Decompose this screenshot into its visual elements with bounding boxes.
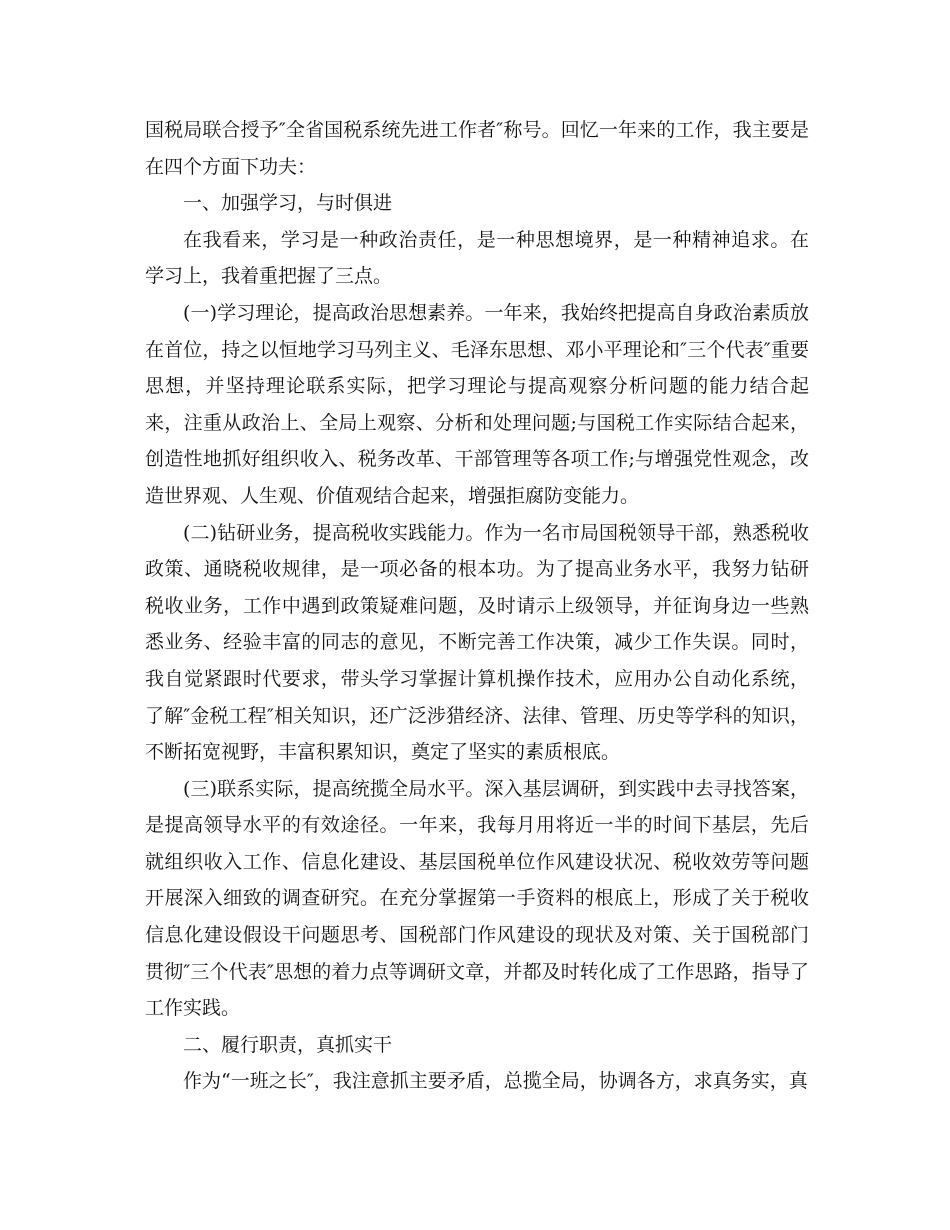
section-heading-2: 二、履行职责，真抓实干 [183, 1033, 393, 1056]
paragraph-section-2: 作为“一班之长″，我注意抓主要矛盾，总揽全局，协调各方，求真务实，真 [183, 1070, 808, 1093]
paragraph-point-1: (一)学习理论，提高政治思想素养。一年来，我始终把提高自身政治素质放在首位，持之以恒地学习马列主义、毛泽东思想、邓小平理论和″三个代表″重要思想，并坚持理论联系实际，把学习理论与提高观察分析问题的能力结合起来，注重从政治上、全局上观察、分析和处理问题;与国税工作实际结合起来，创造性地抓好组织收入、税务改革、干部管理等各项工作;与增强党性观念，改造世界观、人生观、价值观结合起来，增强拒腐防变能力。 [145, 301, 809, 507]
paragraph-continuation: 国税局联合授予″全省国税系统先进工作者″称号。回忆一年来的工作，我主要是在四个方面下功夫： [145, 119, 809, 178]
paragraph-point-2: (二)钻研业务，提高税收实践能力。作为一名市局国税领导干部，熟悉税收政策、通晓税收规律，是一项必备的根本功。为了提高业务水平，我努力钻研税收业务，工作中遇到政策疑难问题，及时请示上级领导，并征询身边一些熟悉业务、经验丰富的同志的意见，不断完善工作决策，减少工作失误。同时，我自觉紧跟时代要求，带头学习掌握计算机操作技术，应用办公自动化系统，了解″金税工程″相关知识，还广泛涉猎经济、法律、管理、历史等学科的知识，不断拓宽视野，丰富积累知识，奠定了坚实的素质根底。 [145, 521, 809, 764]
document-body [145, 112, 809, 1100]
section-heading-1: 一、加强学习，与时俱进 [183, 192, 393, 215]
paragraph-intro: 在我看来，学习是一种政治责任，是一种思想境界，是一种精神追求。在学习上，我着重把握了三点。 [145, 228, 809, 288]
paragraph-point-3: (三)联系实际，提高统揽全局水平。深入基层调研，到实践中去寻找答案，是提高领导水平的有效途径。一年来，我每月用将近一半的时间下基层，先后就组织收入工作、信息化建设、基层国税单位作风建设状况、税收效劳等问题开展深入细致的调查研究。在充分掌握第一手资料的根底上，形成了关于税收信息化建设假设干问题思考、国税部门作风建设的现状及对策、关于国税部门贯彻″三个代表″思想的着力点等调研文章，并都及时转化成了工作思路，指导了工作实践。 [145, 777, 809, 1020]
